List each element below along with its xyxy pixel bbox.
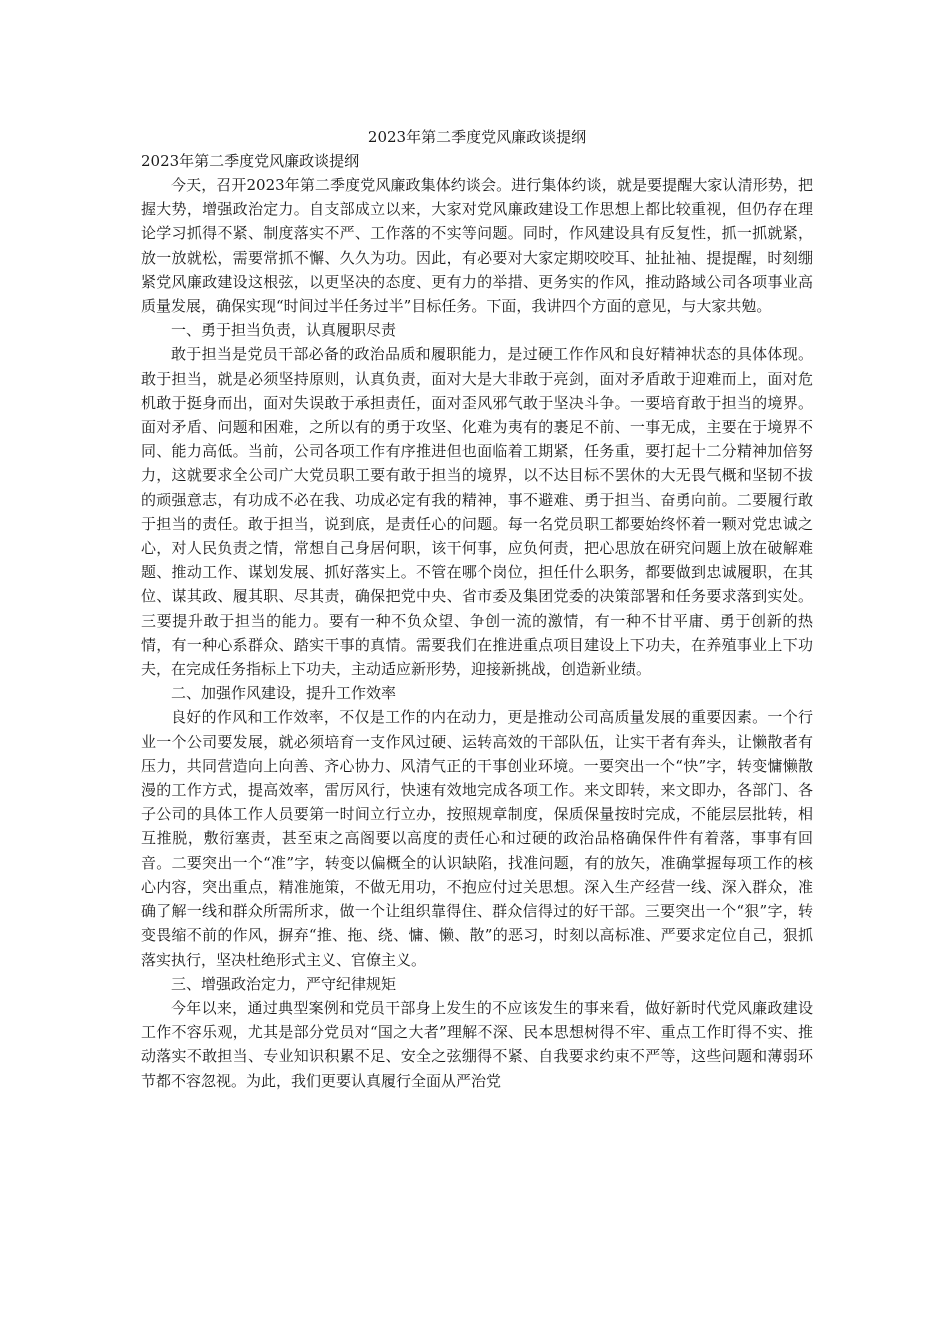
document-subtitle: 2023年第二季度党风廉政谈提纲 — [141, 152, 360, 170]
section-2-heading: 二、加强作风建设，提升工作效率 — [171, 684, 397, 703]
document-title: 2023年第二季度党风廉政谈提纲 — [367, 128, 587, 146]
section-3-paragraph: 今年以来，通过典型案例和党员干部身上发生的不应该发生的事来看，做好新时代党风廉政建设工作不容乐观，尤其是部分党员对“国之大者”理解不深、民本思想树得不牢、重点工作盯得不实、推动落实不敢担当、专业知识积累不足、安全之弦绷得不紧、自我要求约束不严等，这些问题和薄弱环节都不容忽视。为此，我们更要认真履行全面从严治党 — [141, 998, 813, 1090]
document-page — [141, 125, 813, 1093]
intro-paragraph: 今天，召开2023年第二季度党风廉政集体约谈会。进行集体约谈，就是要提醒大家认清形势，把握大势，增强政治定力。自支部成立以来，大家对党风廉政建设工作思想上都比较重视，但仍存在理论学习抓得不紧、制度落实不严、工作落的不实等问题。同时，作风建设具有反复性，抓一抓就紧，放一放就松，需要常抓不懈、久久为功。因此，有必要对大家定期咬咬耳、扯扯袖、提提醒，时刻绷紧党风廉政建设这根弦，以更坚决的态度、更有力的举措、更务实的作风，推动路域公司各项事业高质量发展，确保实现“时间过半任务过半”目标任务。下面，我讲四个方面的意见，与大家共勉。 — [141, 176, 813, 316]
section-3-heading: 三、增强政治定力，严守纪律规矩 — [171, 974, 397, 993]
section-2-paragraph: 良好的作风和工作效率，不仅是工作的内在动力，更是推动公司高质量发展的重要因素。一个行业一个公司要发展，就必须培育一支作风过硬、运转高效的干部队伍，让实干者有奔头，让懒散者有压力，共同营造向上向善、齐心协力、风清气正的干事创业环境。一要突出一个“快”字，转变慵懒散漫的工作方式，提高效率，雷厉风行，快速有效地完成各项工作。来文即转，来文即办，各部门、各子公司的具体工作人员要第一时间立行立办，按照规章制度，保质保量按时完成，不能层层批转，相互推脱，敷衍塞责，甚至束之高阁要以高度的责任心和过硬的政治品格确保件件有着落，事事有回音。二要突出一个“准”字，转变以偏概全的认识缺陷，找准问题，有的放矢，准确掌握每项工作的核心内容，突出重点，精准施策，不做无用功，不抱应付过关思想。深入生产经营一线、深入群众，准确了解一线和群众所需所求，做一个让组织靠得住、群众信得过的好干部。三要突出一个“狠”字，转变畏缩不前的作风，摒弃“推、拖、绕、慵、懒、散”的恶习，时刻以高标准、严要求定位自己，狠抓落实执行，坚决杜绝形式主义、官僚主义。 — [141, 708, 813, 969]
section-1-paragraph: 敢于担当是党员干部必备的政治品质和履职能力，是过硬工作作风和良好精神状态的具体体现。敢于担当，就是必须坚持原则，认真负责，面对大是大非敢于亮剑，面对矛盾敢于迎难而上，面对危机敢于挺身而出，面对失误敢于承担责任，面对歪风邪气敢于坚决斗争。一要培育敢于担当的境界。面对矛盾、问题和困难，之所以有的勇于攻坚、化难为夷有的裹足不前、一事无成，主要在于境界不同、能力高低。当前，公司各项工作有序推进但也面临着工期紧，任务重，要打起十二分精神加倍努力，这就要求全公司广大党员职工要有敢于担当的境界，以不达目标不罢休的大无畏气概和坚韧不拔的顽强意志，有功成不必在我、功成必定有我的精神，事不避难、勇于担当、奋勇向前。二要履行敢于担当的责任。敢于担当，说到底，是责任心的问题。每一名党员职工都要始终怀着一颗对党忠诚之心，对人民负责之情，常想自己身居何职，该干何事，应负何责，把心思放在研究问题上放在破解难题、推动工作、谋划发展、抓好落实上。不管在哪个岗位，担任什么职务，都要做到忠诚履职，在其位、谋其政、履其职、尽其责，确保把党中央、省市委及集团党委的决策部署和任务要求落到实处。三要提升敢于担当的能力。要有一种不负众望、争创一流的激情，有一种不甘平庸、勇于创新的热情，有一种心系群众、踏实干事的真情。需要我们在推进重点项目建设上下功夫，在养殖事业上下功夫，在完成任务指标上下功夫，主动适应新形势，迎接新挑战，创造新业绩。 — [141, 345, 813, 679]
section-1-heading: 一、勇于担当负责，认真履职尽责 — [171, 321, 397, 340]
